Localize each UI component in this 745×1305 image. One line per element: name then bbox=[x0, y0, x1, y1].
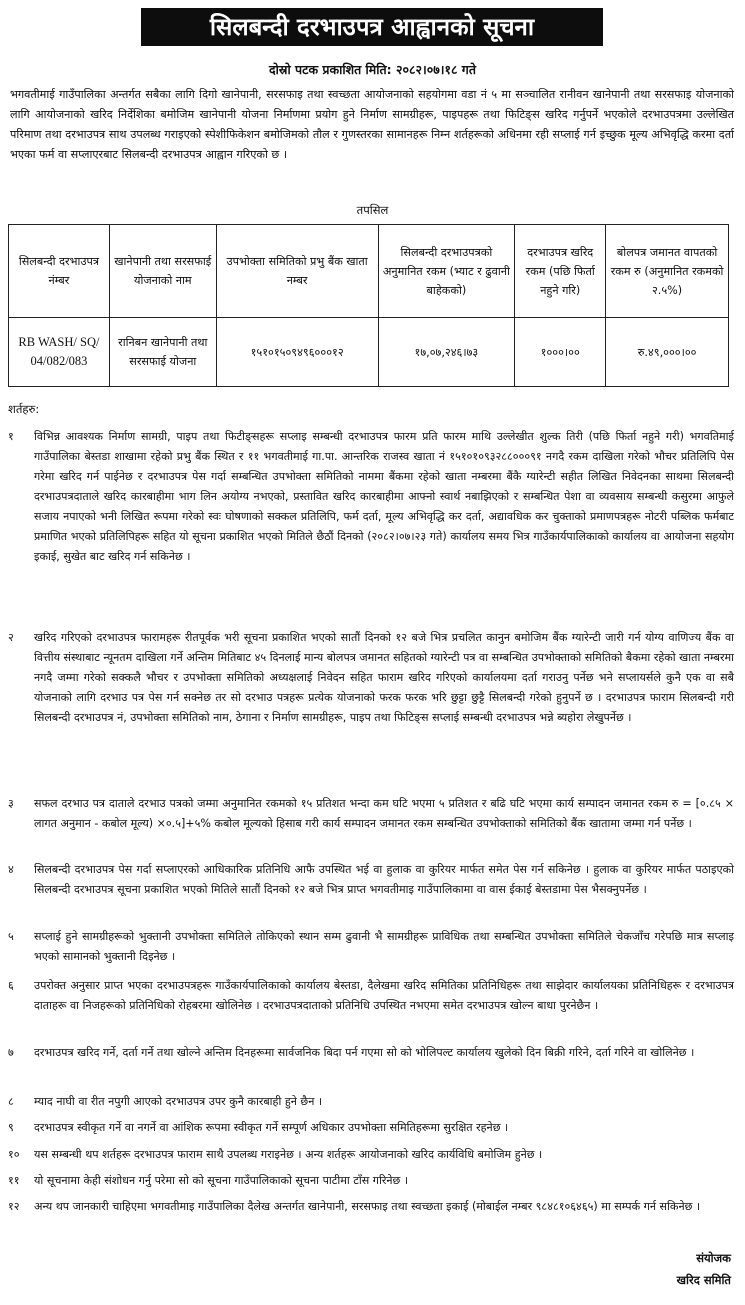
condition-text: सिलबन्दी दरभाउपत्र पेस गर्दा सप्लाएरको आधिकारिक प्रतिनिधि आफै उपस्थित भई वा हुलाक वा कुरियर मार्फत समेत पेस गर्न सकिनेछ । हुलाक वा कुरियर मार्फत पठाइएको सिलबन्दी दरभाउपत्र सूचना प्रकाशित भएको मितिले सातौं दिनको १२ बजे भित्र प्राप्त भगवतीमाइ गाउँपालिकामा वा वास ईकाई बेस्तडामा पेस भैसक्नुपर्नेछ । bbox=[34, 863, 734, 896]
published-date: दोस्रो पटक प्रकाशित मिति: २०८२।०७।१८ गते bbox=[269, 62, 476, 77]
condition-text: खरिद गरिएको दरभाउपत्र फारामहरू रीतपूर्वक भरी सूचना प्रकाशित भएको सातौं दिनको १२ बजे भित्र प्रचलित कानुन बमोजिम बैंक ग्यारेन्टी जारी गर्न योग्य वाणिज्य बैंक वा वित्तीय संस्थाबाट न्यूनतम दाखिला गर्ने अन्तिम मितिबाट ४५ दिनलाई मान्य बोलपत्र जमानत सहितको ग्यारेन्टी पत्र वा सम्बन्धित उपभोक्ताको समितिको बैकमा रहेको खाता नम्बरमा नगदै जम्मा गरेको सक्कलै भौचर र उपभोक्ता समितिको अध्यक्षलाई निवेदन सहित फाराम खरिद गरिएको कार्यालयमा दर्ता गराउनु पर्नेछ भने सप्लायर्सले कुनै एक वा सबै योजनाको लागि दरभाउ पत्र पेस गर्न सक्नेछ तर सो दरभाउ पत्रहरू प्रत्येक योजनाको फरक फरक भरि छुट्टा छुट्टै सिलबन्दी गरेको हुनुपर्ने छ । दरभाउपत्र फाराम सिलबन्दी गरी सिलबन्दी दरभाउपत्र नं, उपभोक्ता समितिको नाम, ठेगाना र निर्माण सामग्रीहरू, पाइप तथा फिटिङ्स सप्लाई सम्बन्धी दरभाउपत्र भन्ने ब्यहोरा लेखुपर्नेछ । bbox=[34, 631, 734, 724]
condition-number: ४ bbox=[8, 863, 14, 876]
condition-number: ७ bbox=[8, 1046, 14, 1059]
signatory-committee: खरिद समिति bbox=[676, 1273, 731, 1287]
condition-number: १२ bbox=[8, 1200, 20, 1213]
condition-number: ५ bbox=[8, 930, 14, 943]
col-bid-number: सिलबन्दी दरभाउपत्र नंम्बर bbox=[9, 225, 110, 318]
condition-text: दरभाउपत्र स्वीकृत गर्ने वा नगर्ने वा आंशिक रूपमा स्वीकृत गर्ने सम्पूर्ण अधिकार उपभोक्ता समितिहरूमा सुरक्षित रहनेछ । bbox=[34, 1121, 509, 1134]
condition-text: सप्लाई हुने सामग्रीहरूको भुक्तानी उपभोक्ता समितिले तोकिएको स्थान सम्म ढुवानी भै सामग्रीहरू प्राविधिक तथा सम्बन्धित उपभोक्ता समितिले चेकजाँच गरेपछि मात्र सप्लाइ भएको सामानको भुक्तानी दिइनेछ । bbox=[34, 930, 734, 963]
condition-text: सफल दरभाउ पत्र दाताले दरभाउ पत्रको जम्मा अनुमानित रकमको १५ प्रतिशत भन्दा कम घटि भएमा ५ प्रतिशत र बढि घटि भएमा कार्य सम्पादन जमानत रकम रु = [०.८५ × लागत अनुमान - कबोल मूल्य) ×०.५]+५% कबोल मूल्यको हिसाब गरी कार्य सम्पादन जमानत रकम सम्बन्धित उपभोक्ताको समितिको बैंक खातामा जम्मा गर्न पर्नेछ । bbox=[34, 797, 734, 830]
notice-title: सिलबन्दी दरभाउपत्र आह्वानको सूचना bbox=[141, 8, 603, 46]
condition-number: २ bbox=[8, 631, 14, 644]
condition-text: विभिन्न आवश्यक निर्माण सामग्री, पाइप तथा फिटीङ्सहरू सप्लाइ सम्बन्धी दरभाउपत्र फारम प्रति फारम माथि उल्लेखीत शुल्क तिरी (पछि फिर्ता नहुने गरी) भगवतिमाई गाउँपालिका बेस्तडा शाखामा रहेको प्रभु बैंक स्थित र ११ भगवतीमाई गा.पा. आन्तरिक राजस्व खाता नं १५१०१०९३२८८०००९१ नगदै रकम दाखिला गरेको भौचर प्रतिलिपि पेस गरेमा खरिद गर्न पाईनेछ र दरभाउपत्र पेस गर्दा सम्बन्धित उपभोक्ता समितिको नाममा बैंकमा रहेको खाता नम्बरमा बैंकै ग्यारेन्टी सहीत लिखित निवेदनका साथमा सिलबन्दी दरभाउपत्रदाताले खरिद कारबाहीमा भाग लिन अयोग्य नभएको, प्रस्तावित खरिद कारबाहीमा आफ्नो स्वार्थ नबाझिएको र सम्बन्धित पेशा वा व्यवसाय सम्बन्धी कसुरमा आफुले सजाय नपाएको भनी लिखित रूपमा गरेको स्वः घोषणाको सक्कल प्रतिलिपि, फर्म दर्ता, मूल्य अभिवृद्धि कर दर्ता, अद्यावधिक कर चुक्ताको प्रमाणपत्रहरू नोटरी पब्लिक फर्मबाट प्रमाणित भएको प्रतिलिपिहरू सहित यो सूचना प्रकाशित भएको मितिले छैठौं दिनको (२०८२।०७।२३ गते) कार्यालय समय भित्र गाउँकार्यपालिकाको कार्यालय वा आयोजना सहयोग इकाई, सुखेत बाट खरिद गर्न सकिनेछ । bbox=[34, 430, 734, 563]
col-project-name: खानेपानी तथा सरसफाई योजनाको नाम bbox=[109, 225, 216, 318]
col-guarantee: बोलपत्र जमानत वापतको रकम रु (अनुमानित रकमको २.५%) bbox=[606, 225, 729, 318]
schedule-heading: तपसिल bbox=[356, 203, 389, 217]
col-form-fee: दरभाउपत्र खरिद रकम (पछि फिर्ता नहुने गरि) bbox=[515, 225, 606, 318]
cell-project-name: रानिबन खानेपानी तथा सरसफाई योजना bbox=[109, 318, 216, 387]
intro-paragraph: भगवतीमाई गाउँपालिका अन्तर्गत सबैका लागि दिगो खानेपानी, सरसफाइ तथा स्वच्छता आयोजनाको सहयोगमा वडा नं ५ मा सञ्चालित रानीवन खानेपानी तथा सरसफाइ योजनाको लागि आयोजनाको खरिद निर्देशिका बमोजिम खानेपानी योजना निर्माणमा प्रयोग हुने निर्माण सामग्रीहरू, पाइपहरू तथा फिटिङ्स खरिद गर्नुपर्ने भएकोले दरभाउपत्रमा उल्लेखित परिमाण तथा दरभाउपत्र साथ उपलब्ध गराइएको स्पेशीफिकेशन बमोजिमको तौल र गुणस्तरका सामानहरू निम्न शर्तहरूको अधिनमा रही सप्लाई गर्न इच्छुक मूल्य अभिवृद्धि करमा दर्ता भएका फर्म वा सप्लाएरबाट सिलबन्दी दरभाउपत्र आह्वान गरिएको छ । bbox=[10, 88, 734, 161]
cell-bid-number: RB WASH/ SQ/ 04/082/083 bbox=[9, 318, 110, 387]
cell-form-fee: १०००।०० bbox=[515, 318, 606, 387]
condition-number: ३ bbox=[8, 797, 14, 810]
condition-text: म्याद नाघी वा रीत नपुगी आएको दरभाउपत्र उपर कुनै कारबाही हुने छैन । bbox=[34, 1095, 323, 1108]
col-account-number: उपभोक्ता समितिको प्रभु बैंक खाता नम्बर bbox=[216, 225, 378, 318]
cell-account-number: १५१०१५०९४९६०००१२ bbox=[216, 318, 378, 387]
signatory-title: संयोजक bbox=[696, 1251, 731, 1265]
condition-text: दरभाउपत्र खरिद गर्ने, दर्ता गर्ने तथा खोल्ने अन्तिम दिनहरूमा सार्वजनिक बिदा पर्न गएमा सो को भोलिपल्ट कार्यालय खुलेको दिन बिक्री गरिने, दर्ता गरिने वा खोलिनेछ । bbox=[34, 1046, 695, 1059]
condition-number: ११ bbox=[8, 1174, 20, 1187]
table-row bbox=[9, 318, 729, 387]
condition-number: १ bbox=[8, 430, 14, 443]
cell-estimate: १७,०७,२४६।७३ bbox=[378, 318, 515, 387]
col-estimate: सिलबन्दी दरभाउपत्रको अनुमानित रकम (भ्याट र ढुवानी बाहेकको) bbox=[378, 225, 515, 318]
cell-guarantee: रु.४९,०००।०० bbox=[606, 318, 729, 387]
condition-text: उपरोक्त अनुसार प्राप्त भएका दरभाउपत्रहरू गाउँकार्यपालिकाको कार्यालय बेस्तडा, दैलेखमा खरिद समितिका प्रतिनिधिहरू तथा साझेदार कार्यालयका प्रतिनिधिहरू र दरभाउपत्र दाताहरू वा निजहरूको प्रतिनिधिको रोहबरमा खोलिनेछ । दरभाउपत्रदाताको प्रतिनिधि उपस्थित नभएमा समेत दरभाउपत्र खोल्न बाधा पुरनेछैन । bbox=[34, 979, 734, 1012]
conditions-heading: शर्तहरु: bbox=[8, 402, 40, 416]
condition-text: अन्य थप जानकारी चाहिएमा भगवतीमाइ गाउँपालिका दैलेख अन्तर्गत खानेपानी, सरसफाइ तथा स्वच्छता इकाई (मोबाईल नम्बर ९८४८१०६४६५) मा सम्पर्क गर्न सकिनेछ । bbox=[34, 1200, 701, 1213]
condition-number: ८ bbox=[8, 1095, 14, 1108]
table-header-row bbox=[9, 225, 729, 318]
condition-number: ६ bbox=[8, 979, 14, 992]
condition-text: यो सूचनामा केही संशोधन गर्नु परेमा सो को सूचना गाउँपालिकाको सूचना पाटीमा टाँस गरिनेछ । bbox=[34, 1174, 409, 1187]
condition-number: ९ bbox=[8, 1121, 14, 1134]
condition-text: यस सम्बन्धी थप शर्तहरू दरभाउपत्र फाराम साथै उपलब्ध गराइनेछ । अन्य शर्तहरू आयोजनाको खरिद कार्यविधि बमोजिम हुनेछ । bbox=[34, 1148, 543, 1161]
condition-number: १० bbox=[8, 1148, 20, 1161]
bid-table bbox=[8, 224, 729, 387]
